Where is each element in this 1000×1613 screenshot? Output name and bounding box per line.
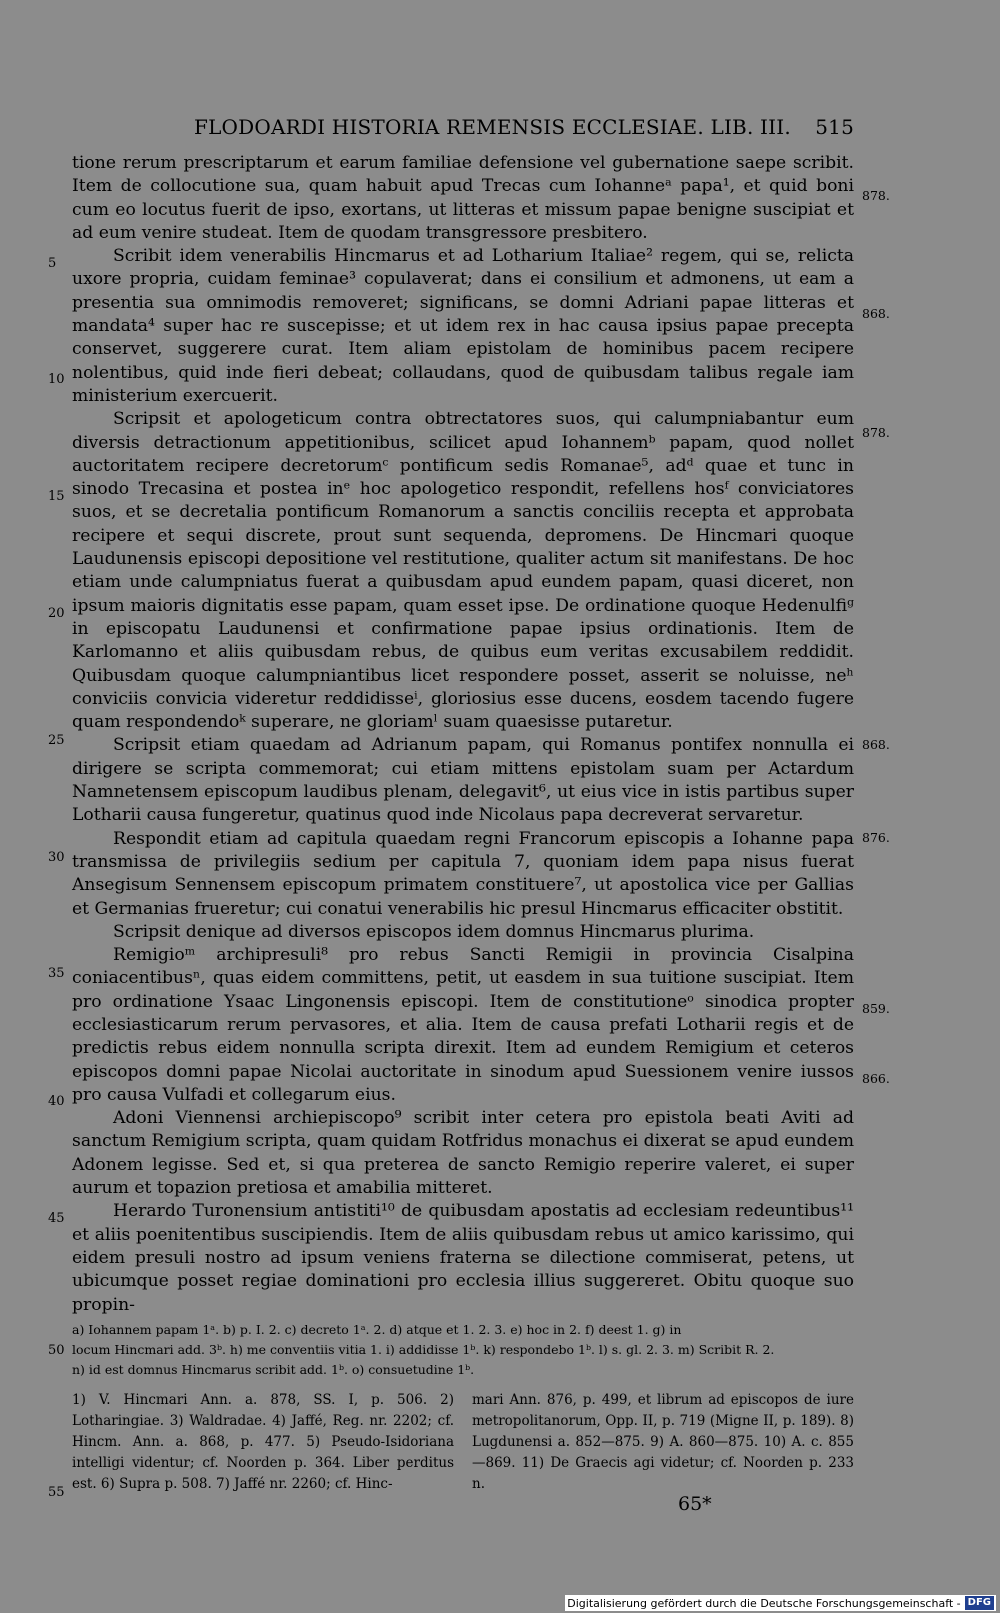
paragraph: Herardo Turonensium antistiti¹⁰ de quibusdam apostatis ad ecclesiam redeuntibus¹¹ et aliis poenitentibus suscipiendis. Item de aliis quibusdam rebus ut amico karissimo, qui eidem presuli nostro ad ipsum veniens fraterna se dilectione commiserat, petens, ut ubicumque posset regiae dominationi pro ecclesia illius suggereret. Obitu quoque suo propin- — [72, 1201, 854, 1315]
paragraph: Adoni Viennensi archiepiscopo⁹ scribit inter cetera pro epistola beati Aviti ad sanctum Remigium scripta, quam quidam Rotfridus monachus ei dixerat se apud eundem Adonem legisse. Sed et, si qua preterea de sancto Remigio reperire valeret, ei super aurum et topazion pretiosa et amabilia mitteret. — [72, 1108, 854, 1199]
digitization-footer — [565, 1595, 996, 1611]
paragraph: Respondit etiam ad capitula quaedam regni Francorum episcopis a Iohanne papa transmissa de privilegiis sedium per capitula 7, quoniam idem papa nisus fuerat Ansegisum Sennensem episcopum primatem constituere⁷, ut apostolica vice per Gallias et Germanias frueretur; cui conatui venerabilis hic presul Hincmarus efficaciter obstitit. — [72, 828, 854, 919]
apparatus-line: a) Iohannem papam 1ᵃ. b) p. I. 2. c) decreto 1ᵃ. 2. d) atque et 1. 2. 3. e) hoc in 2. f) deest 1. g) in — [72, 1322, 682, 1337]
signature-mark: 65* — [678, 1493, 712, 1515]
margin-year: 866. — [862, 1071, 890, 1086]
margin-year: 876. — [862, 830, 890, 845]
paragraph: Scripsit et apologeticum contra obtrectatores suos, qui calumpniabantur eum diversis detractionum appetitionibus, scilicet apud Iohannemᵇ papam, quod nollet auctoritatem recipere decretorumᶜ pontificum sedis Romanae⁵, adᵈ quae et tunc in sinodo Trecasina et postea inᵉ hoc apologetico respondit, refellens hosᶠ conviciatores suos, et se decretalia pontificum Romanorum a sanctis conciliis recepta et approbata recipere et sequi discrete, prout sunt sequenda, depromens. De Hincmari quoque Laudunensis episcopi depositione vel restitutione, qualiter actum sit manifestans. De hoc etiam unde calumpniatus fuerat a quibusdam apud eundem papam, quasi diceret, non ipsum maioris dignitatis esse papam, quam esset ipse. De ordinatione quoque Hedenulfiᵍ in episcopatu Laudunensi et confirmatione papae ipsius ordinationis. Item de Karlomanno et aliis quibusdam rebus, de quibus eum veritas excusabilem reddidit. Quibusdam quoque calumpniantibus licet respondere posset, asserit se noluisse, neʰ conviciis convicia videretur reddidisseⁱ, gloriosius esse ducens, eosdem tacendo fugere quam respondendoᵏ superare, ne gloriamˡ suam quaesisse putaretur. — [72, 409, 854, 733]
apparatus-line: locum Hincmari add. 3ᵇ. h) me conventiis vitia 1. i) addidisse 1ᵇ. k) respondebo 1ᵇ. l) s. gl. 2. 3. m) Scribit R. 2. — [72, 1342, 775, 1357]
paragraph: tione rerum prescriptarum et earum familiae defensione vel gubernatione saepe scribit. Item de collocutione sua, quam habuit apud Trecas cum Iohanneᵃ papa¹, et quid boni cum eo locutus fuerit de ipso, exortans, ut litteras et missum papae benigne suscipiat et ad eum venire studeat. Item de quodam transgressore presbitero. — [72, 153, 854, 243]
line-number: 25 — [48, 733, 65, 748]
line-number: 10 — [48, 372, 65, 387]
paragraph: Scripsit etiam quaedam ad Adrianum papam, qui Romanus pontifex nonnulla ei dirigere se scripta commemorat; cui etiam mittens epistolam suam per Actardum Namnetensem episcopum laudibus plenam, delegavit⁶, ut eius vice in istis partibus super Lotharii causa fungeretur, quatinus quod inde Nicolaus papa decreverat servaretur. — [72, 735, 854, 826]
line-number: 35 — [48, 966, 65, 981]
footnotes-right-column: mari Ann. 876, p. 499, et librum ad episcopos de iure metropolitanorum, Opp. II, p. 719 (Migne II, p. 189). 8) Lugdunensi a. 852—875. 9) A. 860—875. 10) A. c. 855—869. 11) De Graecis agi videtur; cf. Noorden p. 233 n. — [472, 1392, 854, 1492]
footnotes-left-column: 1) V. Hincmari Ann. a. 878, SS. I, p. 506. 2) Lotharingiae. 3) Waldradae. 4) Jaffé, Reg. nr. 2202; cf. Hincm. Ann. a. 868, p. 477. 5) Pseudo-Isidoriana intelligi videntur; cf. Noorden p. 364. Liber perditus est. 6) Supra p. 508. 7) Jaffé nr. 2260; cf. Hinc- — [72, 1392, 454, 1492]
paragraph: Scripsit denique ad diversos episcopos idem domnus Hincmarus plurima. — [113, 921, 755, 942]
margin-year: 859. — [862, 1001, 890, 1016]
line-number: 50 — [48, 1343, 65, 1358]
main-text — [72, 152, 854, 1317]
margin-year: 868. — [862, 306, 890, 321]
page-number: 515 — [815, 115, 854, 139]
apparatus-line: n) id est domnus Hincmarus scribit add. 1ᵇ. o) consuetudine 1ᵇ. — [72, 1362, 475, 1377]
footer-text: Digitalisierung gefördert durch die Deutsche Forschungsgemeinschaft - — [567, 1596, 961, 1610]
margin-year: 878. — [862, 188, 890, 203]
line-number: 15 — [48, 489, 65, 504]
line-number: 55 — [48, 1485, 65, 1500]
margin-year: 868. — [862, 737, 890, 752]
line-number: 5 — [48, 256, 57, 271]
line-number: 20 — [48, 606, 65, 621]
line-number: 30 — [48, 850, 65, 865]
line-number: 45 — [48, 1211, 65, 1226]
dfg-logo: DFG — [965, 1596, 994, 1610]
margin-year: 878. — [862, 425, 890, 440]
page-title: FLODOARDI HISTORIA REMENSIS ECCLESIAE. LIB. III. — [194, 115, 791, 139]
paragraph: Remigioᵐ archipresuli⁸ pro rebus Sancti Remigii in provincia Cisalpina coniacentibusⁿ, quas eidem committens, petit, ut easdem in sua tuitione suscipiat. Item pro ordinatione Ysaac Lingonensis episcopi. Item de constitutioneᵒ sinodica propter ecclesiasticarum rerum pervasores, et alia. Item de causa prefati Lotharii regis et de predictis rebus eidem nonnulla scripta direxit. Item ad eundem Remigium et ceteros episcopos domni papae Nicolai auctoritate in sinodum apud Suessionem venire iussos pro causa Vulfadi et collegarum eius. — [72, 945, 854, 1105]
critical-apparatus — [72, 1320, 854, 1380]
paragraph: Scribit idem venerabilis Hincmarus et ad Lotharium Italiae² regem, qui se, relicta uxore propria, cuidam feminae³ copulaverat; dans ei consilium et admonens, ut eam a presentia sua omnimodis removeret; significans, se domni Adriani papae litteras et mandata⁴ super hac re suscepisse; et ut idem rex in hac causa ipsius papae precepta conservet, suggerere curat. Item aliam epistolam de hominibus pacem recipere nolentibus, quid inde fieri debeat; collaudans, quod de quibusdam talibus regale iam ministerium exercuerit. — [72, 246, 854, 406]
line-number: 40 — [48, 1094, 65, 1109]
running-header — [72, 111, 854, 141]
